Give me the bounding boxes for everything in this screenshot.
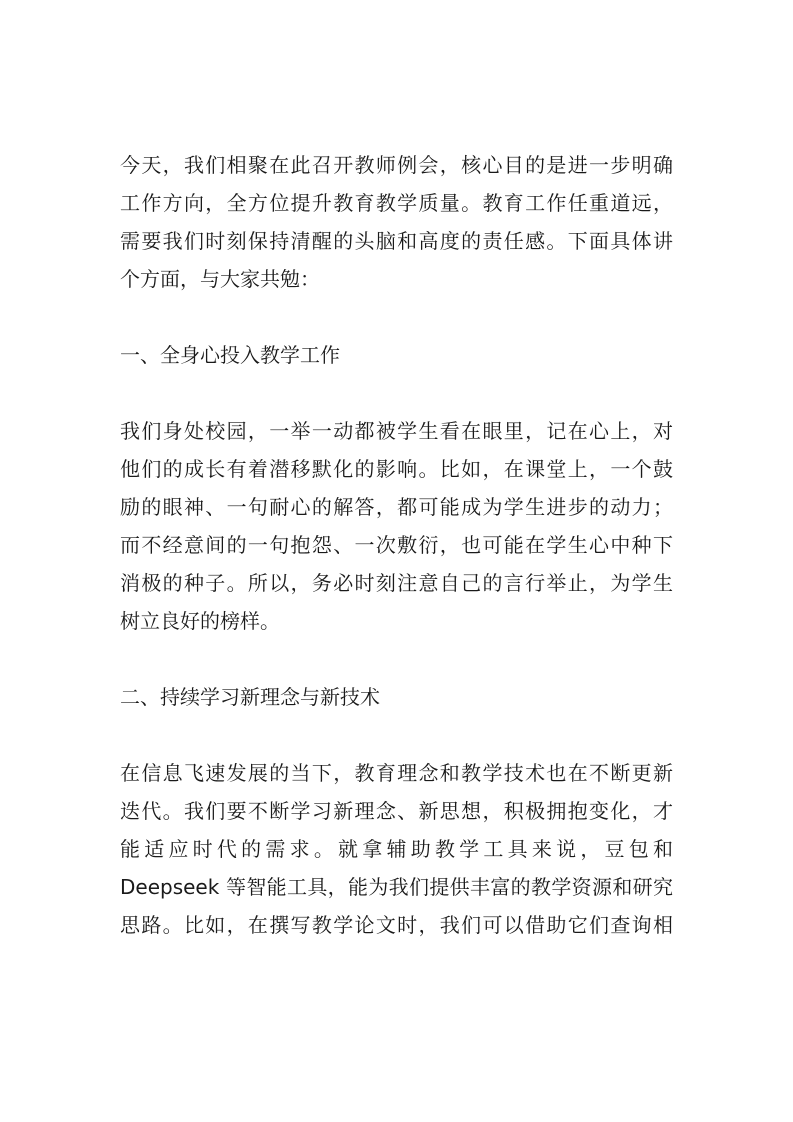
document-page — [120, 146, 673, 944]
paragraph-line: 能适应时代的需求。就拿辅助教学工具来说，豆包和 — [120, 837, 673, 861]
paragraph-line: Deepseek 等智能工具，能为我们提供丰富的教学资源和研究 — [120, 875, 673, 899]
paragraph-line: 工作方向，全方位提升教育教学质量。教育工作任重道远， — [120, 191, 673, 215]
paragraph-line: 今天，我们相聚在此召开教师例会，核心目的是进一步明确 — [120, 153, 673, 177]
paragraph-line: 励的眼神、一句耐心的解答，都可能成为学生进步的动力； — [120, 495, 673, 519]
paragraph-line: 他们的成长有着潜移默化的影响。比如，在课堂上，一个鼓 — [120, 457, 673, 481]
paragraph-line: 迭代。我们要不断学习新理念、新思想，积极拥抱变化，才 — [120, 799, 673, 823]
paragraph-spacer — [120, 374, 673, 412]
paragraph-line: 而不经意间的一句抱怨、一次敷衍，也可能在学生心中种下 — [120, 533, 673, 557]
paragraph-line: 树立良好的榜样。 — [120, 609, 280, 633]
paragraph-line: 消极的种子。所以，务必时刻注意自己的言行举止，为学生 — [120, 571, 673, 595]
paragraph-line: 个方面，与大家共勉： — [120, 267, 320, 291]
paragraph-line: 思路。比如，在撰写教学论文时，我们可以借助它们查询相 — [120, 913, 673, 937]
intro-paragraph — [120, 146, 673, 298]
section-heading: 一、全身心投入教学工作 — [120, 343, 340, 367]
paragraph-line: 需要我们时刻保持清醒的头脑和高度的责任感。下面具体讲 — [120, 229, 673, 253]
paragraph-line: 我们身处校园，一举一动都被学生看在眼里，记在心上，对 — [120, 419, 673, 443]
paragraph-line: 在信息飞速发展的当下，教育理念和教学技术也在不断更新 — [120, 761, 673, 785]
section-heading: 二、持续学习新理念与新技术 — [120, 685, 380, 709]
section1-paragraph — [120, 412, 673, 640]
section2-paragraph — [120, 754, 673, 944]
paragraph-spacer — [120, 298, 673, 336]
paragraph-spacer — [120, 716, 673, 754]
paragraph-spacer — [120, 640, 673, 678]
